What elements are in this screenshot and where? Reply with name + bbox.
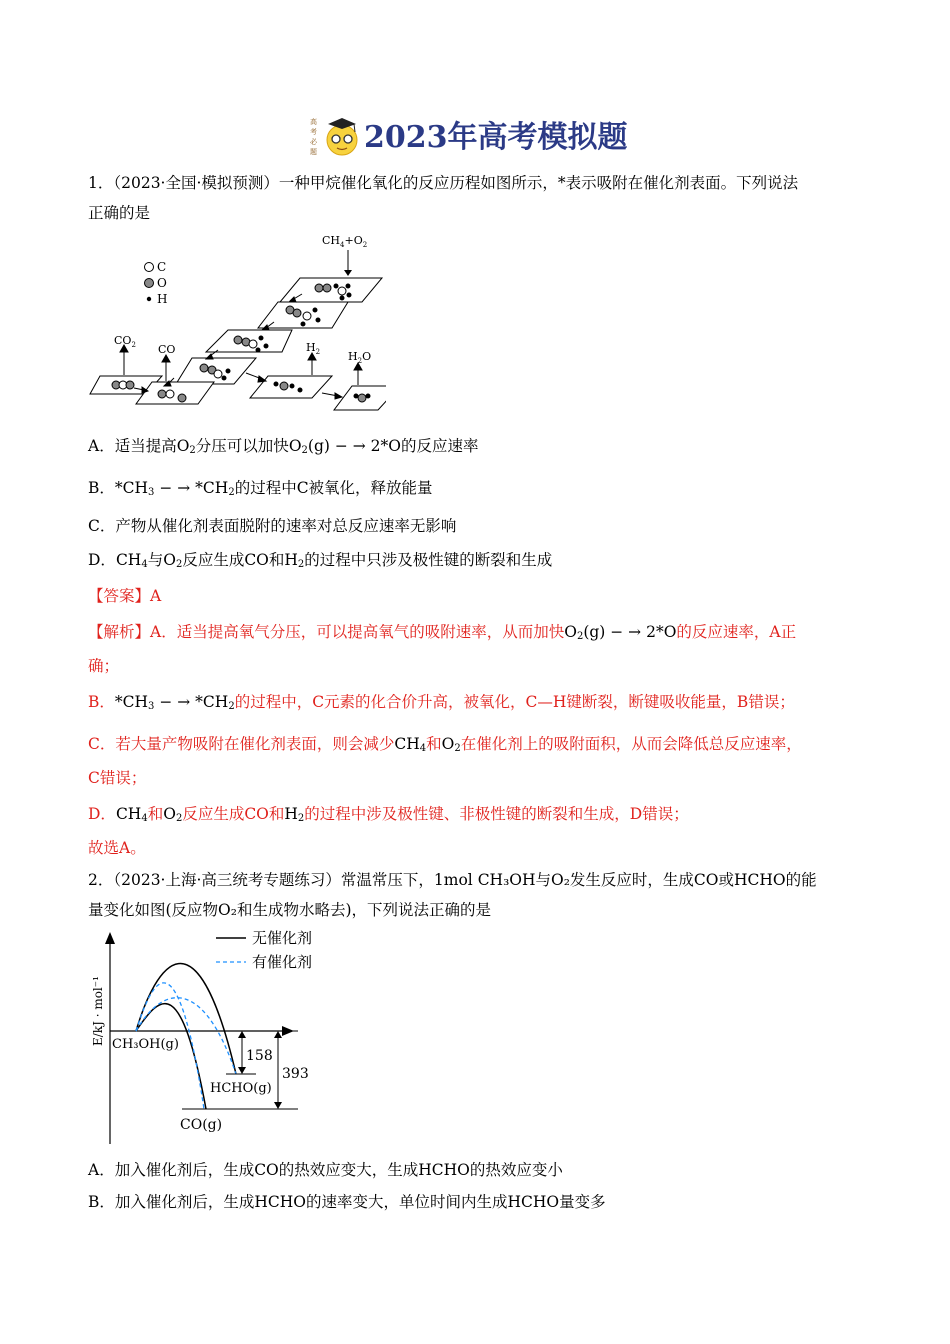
logo-char-4: 题 xyxy=(310,148,317,156)
q1-analysis-b: B．$*CH_3$ − → $*CH_2$的过程中，C元素的化合价升高，被氧化，C—H键断裂，断键吸收能量，B错误； xyxy=(88,693,795,712)
legend-c: C xyxy=(157,260,167,274)
q1-option-c: C．产物从催化剂表面脱附的速率对总反应速率无影响 xyxy=(88,517,457,535)
q1-analysis-c: C．若大量产物吸附在催化剂表面，则会减少$CH_4$和$O_2$在催化剂上的吸附面积，从而会降低总反应速率， xyxy=(88,735,802,754)
q2-option-a: A．加入催化剂后，生成CO的热效应变大，生成HCHO的热效应变小 xyxy=(88,1161,563,1179)
y-axis-label: E/kJ · mol⁻¹ xyxy=(91,976,105,1046)
q2-energy-diagram xyxy=(86,924,336,1154)
q2-stem-line2: 量变化如图(反应物O₂和生成物水略去)，下列说法正确的是 xyxy=(88,901,492,919)
q1-option-d: D．$CH_4$与$O_2$反应生成CO和$H_2$的过程中只涉及极性键的断裂和生成 xyxy=(88,551,553,570)
q2-option-b: B．加入催化剂后，生成HCHO的速率变大，单位时间内生成HCHO量变多 xyxy=(88,1193,606,1211)
logo-char-2: 考 xyxy=(310,128,317,136)
label-co-g: CO(g) xyxy=(180,1117,223,1133)
page-title: 2023年高考模拟题 xyxy=(364,120,628,155)
q1-analysis-a: 【解析】A．适当提高氧气分压，可以提高氧气的吸附速率，从而加快$O_2(g)$ − → 2*O的反应速率，A正 xyxy=(88,623,797,642)
label-ch3oh: CH₃OH(g) xyxy=(112,1037,179,1052)
logo-char-3: 必 xyxy=(310,138,317,146)
header-logo xyxy=(306,112,362,158)
q2-stem-line1: 2．（2023·上海·高三统考专题练习）常温常压下，1mol CH₃OH与O₂发生反应时，生成CO或HCHO的能 xyxy=(88,871,817,889)
label-co: CO xyxy=(158,343,176,356)
legend-o: O xyxy=(157,276,167,290)
legend-catalyst: 有催化剂 xyxy=(252,953,313,971)
q1-option-a: A．适当提高$O_2$分压可以加快$O_2(g)$ − → 2*O的反应速率 xyxy=(88,437,479,456)
logo-char-1: 高 xyxy=(310,118,317,126)
q1-reaction-figure xyxy=(86,228,386,414)
label-h2o: $H_2O$ xyxy=(348,350,372,365)
q1-answer: 【答案】A xyxy=(88,587,162,605)
q1-analysis-c-cont: C错误； xyxy=(88,769,147,787)
label-co2: $CO_2$ xyxy=(114,334,136,349)
label-h2: $H_2$ xyxy=(306,341,321,356)
q1-analysis-d: D．$CH_4$和$O_2$反应生成CO和$H_2$的过程中涉及极性键、非极性键的断裂和生成，D错误； xyxy=(88,805,689,824)
label-ch4-o2: $CH_4+O_2$ xyxy=(322,234,368,249)
q1-option-b: B．$*CH_3$ − → $*CH_2$的过程中C被氧化，释放能量 xyxy=(88,479,433,498)
value-158: 158 xyxy=(246,1048,273,1064)
q1-stem-line1: 1．（2023·全国·模拟预测）一种甲烷催化氧化的反应历程如图所示，*表示吸附在催化剂表面。下列说法 xyxy=(88,174,799,192)
q1-analysis-a-cont: 确； xyxy=(88,657,120,675)
q1-conclusion: 故选A。 xyxy=(88,839,146,857)
label-hcho: HCHO(g) xyxy=(210,1081,272,1096)
q1-stem-line2: 正确的是 xyxy=(88,204,151,222)
legend-h: H xyxy=(157,292,168,306)
legend-no-catalyst: 无催化剂 xyxy=(252,929,313,947)
value-393: 393 xyxy=(282,1066,309,1082)
